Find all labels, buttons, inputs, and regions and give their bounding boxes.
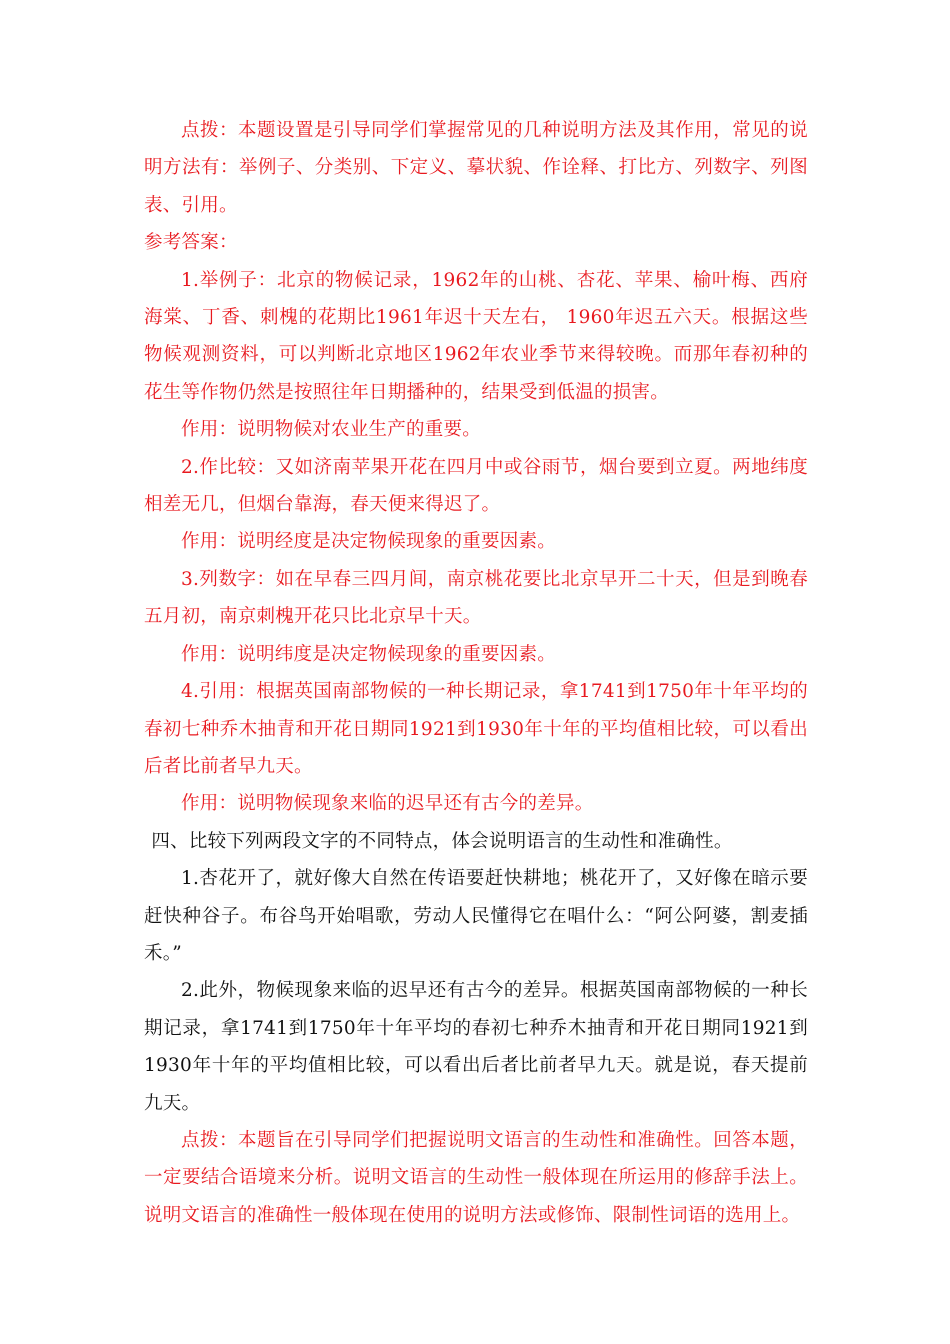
answer-item-numbers-function: 作用：说明纬度是决定物候现象的重要因素。 — [181, 643, 557, 665]
reference-answer-heading: 参考答案： — [144, 232, 238, 254]
question-passage-two: 2.此外，物候现象来临的迟早还有古今的差异。根据英国南部物候的一种长期记录，拿1741到1750年十年平均的春初七种乔木抽青和开花日期同1921到1930年十年的平均值相比较，可以看出后者比前者早九天。就是说，春天提前九天。 — [144, 980, 808, 1114]
answer-item-example: 1.举例子：北京的物候记录，1962年的山桃、杏花、苹果、榆叶梅、西府海棠、丁香、刺槐的花期比1961年迟十天左右， 1960年迟五六天。根据这些物候观测资料，可以判断北京地区1962年农业季节来得较晚。而那年春初种的花生等作物仍然是按照往年日期播种的，结果受到低温的损害。 — [144, 269, 808, 403]
document-page — [144, 112, 808, 1234]
hint-paragraph-language: 点拨：本题旨在引导同学们把握说明文语言的生动性和准确性。回答本题，一定要结合语境来分析。说明文语言的生动性一般体现在所运用的修辞手法上。说明文语言的准确性一般体现在使用的说明方法或修饰、限制性词语的选用上。 — [144, 1129, 808, 1226]
question-four-heading: 四、比较下列两段文字的不同特点，体会说明语言的生动性和准确性。 — [151, 830, 733, 852]
hint-paragraph-methods: 点拨：本题设置是引导同学们掌握常见的几种说明方法及其作用，常见的说明方法有：举例子、分类别、下定义、摹状貌、作诠释、打比方、列数字、列图表、引用。 — [144, 120, 808, 216]
answer-item-numbers: 3.列数字：如在早春三四月间，南京桃花要比北京早开二十天，但是到晚春五月初，南京刺槐开花只比北京早十天。 — [144, 568, 808, 628]
answer-item-comparison: 2.作比较：又如济南苹果开花在四月中或谷雨节，烟台要到立夏。两地纬度相差无几，但烟台靠海，春天便来得迟了。 — [144, 456, 808, 516]
answer-item-comparison-function: 作用：说明经度是决定物候现象的重要因素。 — [181, 531, 557, 553]
answer-item-citation-function: 作用：说明物候现象来临的迟早还有古今的差异。 — [181, 793, 594, 815]
answer-item-citation: 4.引用：根据英国南部物候的一种长期记录，拿1741到1750年十年平均的春初七种乔木抽青和开花日期同1921到1930年十年的平均值相比较，可以看出后者比前者早九天。 — [144, 681, 808, 777]
question-passage-one: 1.杏花开了，就好像大自然在传语要赶快耕地；桃花开了，又好像在暗示要赶快种谷子。布谷鸟开始唱歌，劳动人民懂得它在唱什么：“阿公阿婆，割麦插禾。” — [144, 868, 808, 964]
answer-item-example-function: 作用：说明物候对农业生产的重要。 — [181, 419, 482, 441]
